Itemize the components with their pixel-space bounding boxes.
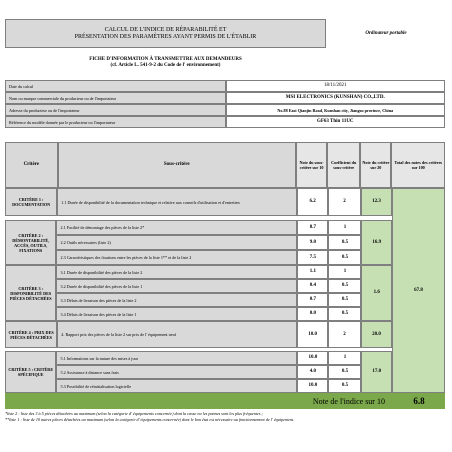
header-coef: Coefficient du sous-critère (327, 142, 360, 188)
sub-criterion-coef: 1 (328, 351, 361, 365)
criterion-name: CRITÈRE 5 : CRITÈRE SPÉCIFIQUE (5, 351, 56, 393)
footnote-liste-2: *liste 2 : liste des 3 à 5 pièces détachées au maximum (selon la catégorie d' équipements concernée) dont la casse ou les pannes sont les plus fréquentes ; (5, 411, 263, 416)
footnotes (5, 411, 445, 422)
sub-criterion-label: 3.3 Délais de livraison des pièces de la liste 2 (56, 293, 297, 307)
header-total: Total des notes des critères sur 100 (391, 142, 445, 188)
sub-criterion-note: 0.7 (297, 293, 328, 307)
final-score-value: 6.8 (413, 396, 425, 406)
criterion-score: 1.6 (361, 265, 392, 321)
total-score: 67.8 (392, 188, 445, 393)
info-label: Référence du modèle donnée par le producteur ou l'importateur (5, 116, 226, 128)
criterion-name: CRITÈRE 3 : DISPONIBILITÉ DES PIÈCES DÉTACHÉES (5, 265, 56, 321)
sub-criterion-coef: 2 (328, 321, 361, 348)
criterion-5 (5, 351, 392, 393)
subheader (5, 55, 326, 71)
sub-criterion-label: 5.2 Assistance à distance sans frais (56, 365, 297, 379)
sub-criterion-note: 0.4 (297, 279, 328, 293)
criterion-name: CRITÈRE 1 : DOCUMENTATION (5, 188, 57, 216)
sub-criterion-coef: 0.5 (328, 379, 361, 393)
criterion-score: 20.0 (361, 321, 392, 348)
sub-criterion-label: 5.3 Possibilité de réinitialisation logicielle (56, 379, 297, 393)
sub-criterion-coef: 2 (328, 188, 361, 216)
sub-criterion-note: 0.0 (297, 307, 328, 321)
sub-criterion-label: 5.1 Informations sur la nature des mises à jour (56, 351, 297, 365)
header-note-critere: Note du critère sur 20 (360, 142, 391, 188)
info-value: MSI ELECTRONICS (KUNSHAN) CO.,LTD. (226, 92, 445, 104)
subheader-line-1: FICHE D'INFORMATION À TRANSMETTRE AUX DEMANDEURS (89, 57, 242, 62)
sub-criterion-note: 6.2 (297, 188, 328, 216)
product-category: Ordinateur portable (365, 30, 407, 36)
sub-criterion-label: 2.2 Outils nécessaires (liste 2) (56, 235, 297, 250)
sub-criterion-coef: 0.5 (328, 293, 361, 307)
sub-criterion-note: 7.5 (297, 250, 328, 265)
sub-criterion-coef: 0.5 (328, 235, 361, 250)
sub-criterion-note: 1.1 (297, 265, 328, 279)
info-label: Nom ou marque commerciale du producteur ou de l'importateur (5, 92, 226, 104)
title-line-1: CALCUL DE L'INDICE DE RÉPARABILITÉ ET (104, 26, 227, 33)
subheader-line-2: (cf. Article L. 541-9-2 du Code de l' environnement) (110, 63, 221, 68)
sub-criterion-note: 10.0 (297, 351, 328, 365)
sub-criterion-coef: 0.5 (328, 250, 361, 265)
header-sous-critere: Sous-critère (58, 142, 296, 188)
header-note: Note du sous-critère sur 10 (296, 142, 327, 188)
criterion-1 (5, 188, 392, 216)
sub-criterion-coef: 0.5 (328, 365, 361, 379)
sub-criterion-label: 2.3 Caractéristiques des fixations entre les pièces de la liste 1** et de la liste 2 (56, 250, 297, 265)
table-header (5, 142, 445, 188)
header-critere: Critère (5, 142, 58, 188)
sub-criterion-coef: 1 (328, 265, 361, 279)
final-score-bar (5, 393, 445, 409)
info-table (5, 80, 445, 128)
sub-criterion-coef: 0.5 (328, 279, 361, 293)
sub-criterion-label: 3.1 Durée de disponibilité des pièces de la liste 2 (56, 265, 297, 279)
sub-criterion-note: 10.0 (297, 379, 328, 393)
info-value: 18/11/2021 (226, 80, 445, 92)
criterion-score: 16.9 (361, 220, 392, 265)
info-value: GF63 Thin 11UC (226, 116, 445, 128)
criterion-score: 12.3 (361, 188, 392, 216)
footnote-liste-1: **liste 1 : liste de 10 autres pièces détachées au maximum (selon la catégorie d' équipements concernée) dont le bon état est nécessaire au fonctionnement de l' équipement. (5, 416, 295, 422)
criterion-name: CRITÈRE 4 : PRIX DES PIÈCES DÉTACHÉES (5, 321, 57, 348)
final-score-label: Note de l'indice sur 10 (312, 396, 385, 406)
sub-criterion-note: 4.0 (297, 365, 328, 379)
sub-criterion-label: 3.4 Délais de livraison des pièces de la liste 1 (56, 307, 297, 321)
sub-criterion-coef: 0.5 (328, 307, 361, 321)
sub-criterion-label: 3.2 Durée de disponibilité des pièces de la liste 1 (56, 279, 297, 293)
document-title (5, 19, 326, 48)
info-label: Adresse du producteur ou de l'importateur (5, 104, 226, 116)
criterion-4 (5, 321, 392, 348)
title-line-2: PRÉSENTATION DES PARAMÈTRES AYANT PERMIS DE L'ÉTABLIR (74, 33, 257, 40)
info-label: Date du calcul (5, 80, 226, 92)
criterion-2 (5, 220, 392, 265)
sub-criterion-note: 8.7 (297, 220, 328, 235)
criterion-name: CRITÈRE 2 : DÉMONTABILITÉ, ACCÈS, OUTILS, FIXATIONS (5, 220, 56, 265)
sub-criterion-note: 9.0 (297, 235, 328, 250)
sub-criterion-label: 1.1 Durée de disponibilité de la documentation technique et relative aux conseils d'utilisation et d'entretien (57, 188, 297, 216)
info-value: No.88 East Qianjin Road, Kunshan city, Jiangsu province, China (226, 104, 445, 116)
sub-criterion-label: 2.1 Facilité de démontage des pièces de la liste 2* (56, 220, 297, 235)
sub-criterion-note: 10.0 (297, 321, 328, 348)
sub-criterion-coef: 1 (328, 220, 361, 235)
criterion-score: 17.0 (361, 351, 392, 393)
sub-criterion-label: 4. Rapport prix des pièces de la liste 2 sur prix de l' équipement neuf (57, 321, 297, 348)
criterion-3 (5, 265, 392, 321)
